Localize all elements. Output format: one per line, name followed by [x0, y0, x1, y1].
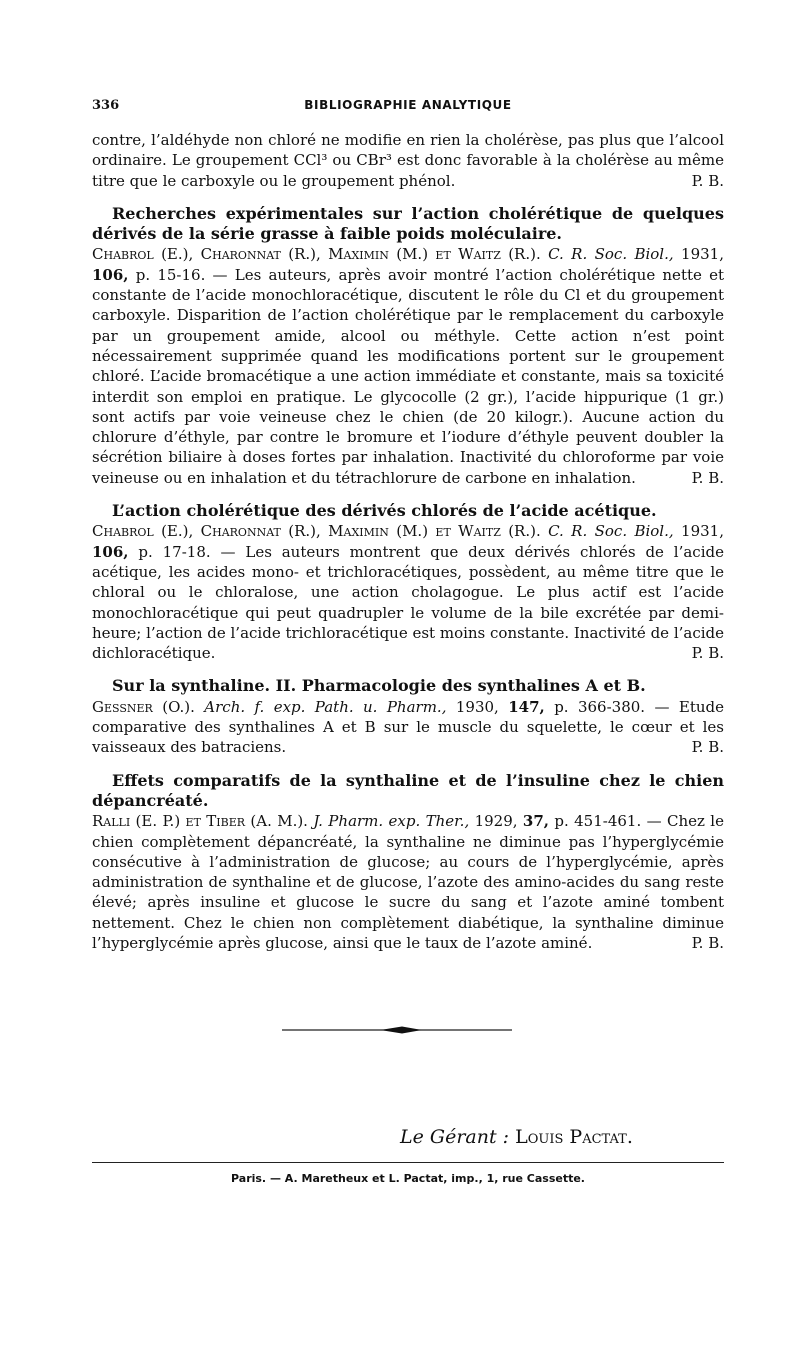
- entry-volume: 147,: [508, 697, 545, 716]
- entry-year: 1930,: [455, 697, 499, 716]
- entry-abstract: — Les auteurs montrent que deux dérivés chlorés de l’acide acétique, les acides mono- et trichloracétiques, possèdent, au même titre que le chloral ou le chloralose, une action cholagogue. Le plus actif est l’acide monochloracétique qui peut quadrupler le volume de la bile excrétée par demi-heure; l’action de l’acide trichloracétique est moins constante. Inactivité de l’acide dichloracétique.: [92, 542, 725, 663]
- intro-text: contre, l’aldéhyde non chloré ne modifie en rien la cholérèse, pas plus que l’alcool ordinaire. Le groupement CCl³ ou CBr³ est donc favorable à la cholérèse au même titre que le carboxyle ou le groupement phénol.: [92, 131, 724, 190]
- entry-year: 1931,: [681, 245, 724, 264]
- entry-authors: Chabrol (E.), Charonnat (R.), Maximin (M.) et Waitz (R.).: [92, 245, 541, 264]
- bibliography-entry: [92, 676, 724, 757]
- entry-title: Sur la synthaline. II. Pharmacologie des synthalines A et B.: [112, 676, 646, 696]
- bibliography-entry: [92, 771, 724, 954]
- entry-volume: 37,: [522, 812, 550, 831]
- signature: P. B.: [691, 171, 724, 190]
- entry-abstract: — Les auteurs, après avoir montré l’action cholérétique nette et constante de l’acide monochloracétique, discutent le rôle du Cl et du groupement carboxyle. Disparition de l’action cholérétique par le remplacement du carboxyle par un groupement amide, alcool ou méthyle. Cette action n’est point nécessairement supprimée quand les modifications portent sur le groupement chloré. L’acide bromacétique a une action immédiate et constante, mais sa toxicité interdit son emploi en pratique. Le glycocolle (2 gr.), l’acide hippurique (1 gr.) sont actifs par voie veineuse chez le chien (de 20 kilogr.). Aucune action du chlorure d’éthyle, par contre le bromure et l’iodure d’éthyle peuvent doubler la sécrétion biliaire à doses fortes par inhalation. Inactivité du chloroforme par voie veineuse ou en inhalation et du tétrachlorure de carbone en inhalation.: [92, 265, 724, 487]
- entry-pages: p. 451-461.: [554, 812, 642, 831]
- entry-authors: Chabrol (E.), Charonnat (R.), Maximin (M.) et Waitz (R.).: [92, 522, 541, 541]
- entry-abstract: — Chez le chien complètement dépancréaté, la synthaline ne diminue pas l’hyperglycémie consécutive à l’administration de glucose; au cours de l’hyperglycémie, après administration de synthaline et de glucose, l’azote des amino-acides du sang reste élevé; après insuline et glucose le sucre du sang et l’azote aminé tombent nettement. Chez le chien non complètement diabétique, la synthaline diminue l’hyperglycémie après glucose, ainsi que le taux de l’azote aminé.: [92, 812, 724, 952]
- entry-journal: J. Pharm. exp. Ther.,: [313, 812, 470, 831]
- entry-journal: C. R. Soc. Biol.,: [548, 245, 674, 264]
- article-body: [92, 130, 724, 953]
- entry-title: L’action cholérétique des dérivés chlorés de l’acide acétique.: [112, 501, 657, 521]
- bibliography-entry: [92, 204, 724, 488]
- entry-year: 1929,: [474, 812, 518, 831]
- bibliography-entry: [92, 501, 724, 663]
- running-header: [92, 98, 724, 120]
- signature: P. B.: [691, 468, 724, 487]
- signature: P. B.: [691, 644, 724, 663]
- footer-rule: [92, 1162, 724, 1163]
- gerant-signature: [400, 1126, 633, 1148]
- printer-imprint: Paris. — A. Maretheux et L. Pactat, imp., 1, rue Cassette.: [231, 1172, 585, 1185]
- entry-title: Recherches expérimentales sur l’action cholérétique de quelques dérivés de la série grasse à faible poids moléculaire.: [92, 203, 724, 244]
- entry-journal: C. R. Soc. Biol.,: [548, 522, 674, 541]
- entry-authors: Ralli (E. P.) et Tiber (A. M.).: [92, 812, 308, 831]
- ornamental-divider: [282, 1025, 512, 1035]
- entry-year: 1931,: [681, 522, 724, 541]
- entry-volume: 106,: [92, 542, 129, 561]
- entry-authors: Gessner (O.).: [92, 697, 195, 716]
- signature: P. B.: [691, 738, 724, 757]
- gerant-name: Louis Pactat.: [515, 1126, 633, 1148]
- entry-journal: Arch. f. exp. Path. u. Pharm.,: [204, 697, 447, 716]
- entry-volume: 106,: [92, 265, 129, 284]
- entry-pages: p. 17-18.: [138, 542, 211, 561]
- signature: P. B.: [691, 933, 724, 952]
- entry-pages: p. 366-380.: [554, 697, 646, 716]
- entry-pages: p. 15-16.: [135, 265, 206, 284]
- intro-paragraph: [92, 130, 724, 191]
- entry-title: Effets comparatifs de la synthaline et de l’insuline chez le chien dépancréaté.: [92, 770, 724, 810]
- gerant-label: Le Gérant :: [400, 1126, 510, 1148]
- entry-abstract: — Etude comparative des synthalines A et B sur le muscle du squelette, le cœur et les vaisseaux des batraciens.: [92, 697, 724, 757]
- running-title: BIBLIOGRAPHIE ANALYTIQUE: [304, 98, 512, 112]
- page-number: 336: [92, 98, 120, 113]
